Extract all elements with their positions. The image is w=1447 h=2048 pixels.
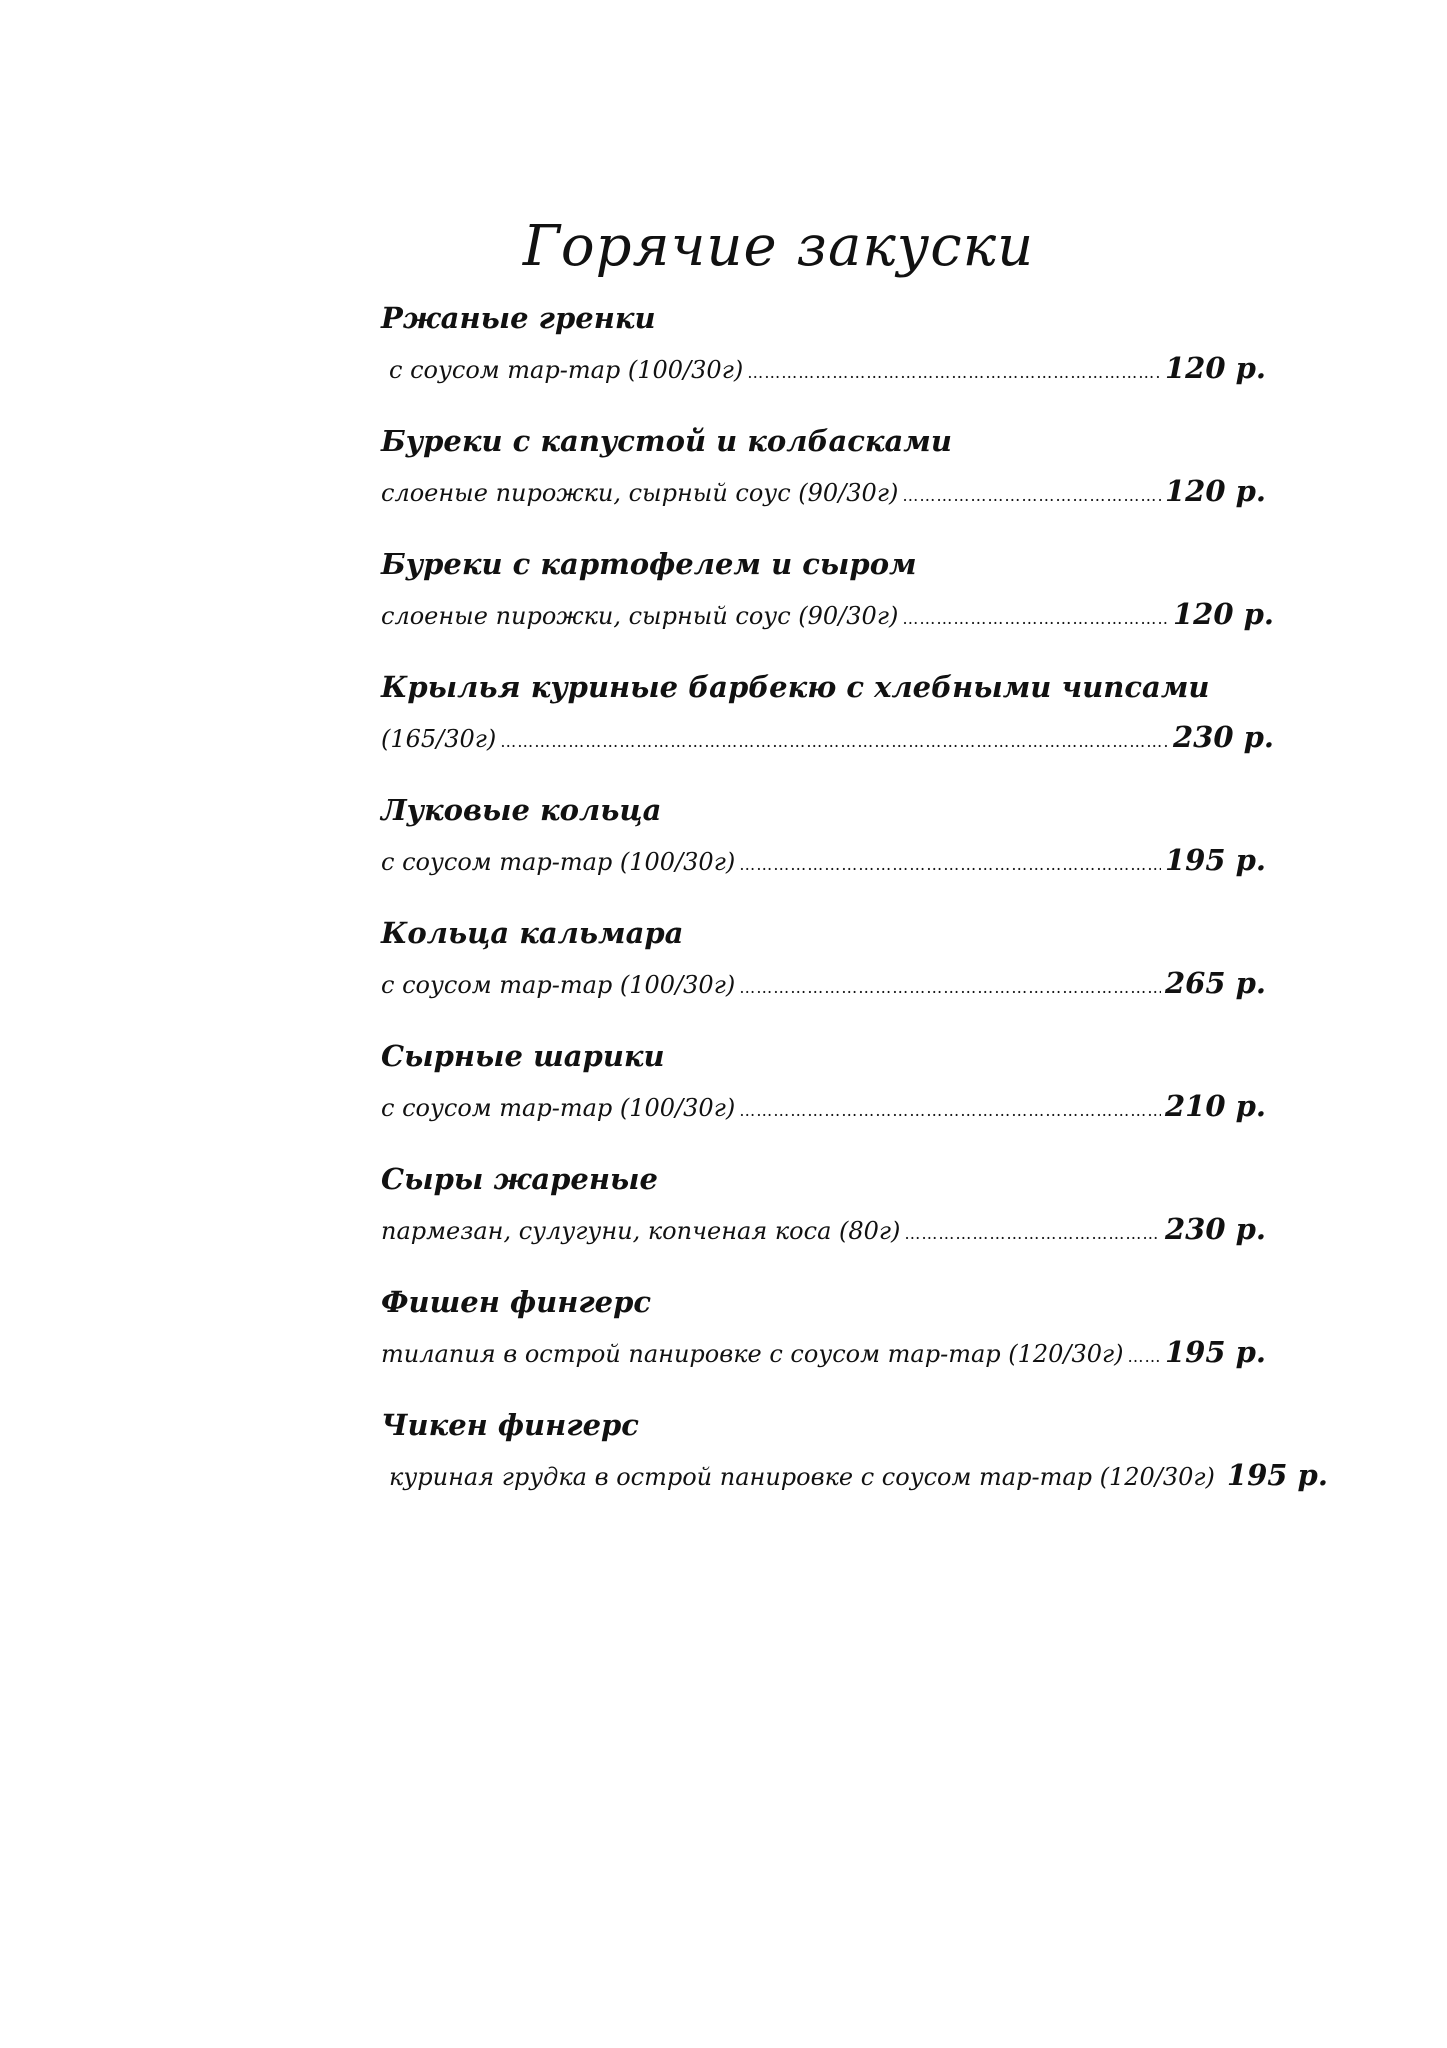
menu-item bbox=[381, 1157, 1271, 1280]
item-line bbox=[381, 961, 1266, 1005]
item-line bbox=[381, 715, 1274, 759]
menu-item bbox=[381, 419, 1271, 542]
item-name: Сырные шарики bbox=[381, 1039, 665, 1073]
menu-item bbox=[381, 788, 1271, 911]
menu-item bbox=[381, 1034, 1271, 1157]
menu-list bbox=[381, 296, 1328, 1526]
item-line bbox=[389, 1453, 1328, 1497]
item-price: 195 р. bbox=[1226, 1458, 1328, 1492]
item-line bbox=[381, 1330, 1266, 1374]
item-name: Ржаные гренки bbox=[381, 301, 656, 335]
menu-item bbox=[381, 296, 1271, 419]
menu-item bbox=[381, 542, 1274, 665]
item-description: слоеные пирожки, сырный соус (90/30г) bbox=[381, 602, 899, 630]
menu-item bbox=[381, 1280, 1271, 1403]
item-name: Чикен фингерс bbox=[381, 1408, 639, 1442]
dot-leader bbox=[1128, 1335, 1161, 1379]
dot-leader bbox=[739, 843, 1161, 887]
item-price: 230 р. bbox=[1164, 1212, 1266, 1246]
menu-item bbox=[381, 1403, 1328, 1526]
dot-leader bbox=[747, 351, 1161, 395]
item-description: (165/30г) bbox=[381, 725, 497, 753]
menu-item bbox=[381, 911, 1271, 1034]
dot-leader bbox=[739, 966, 1161, 1010]
item-name: Сыры жареные bbox=[381, 1162, 658, 1196]
item-line bbox=[389, 346, 1266, 390]
item-description: с соусом тар-тар (100/30г) bbox=[389, 356, 744, 384]
item-line bbox=[381, 1084, 1266, 1128]
item-name: Крылья куриные барбекю с хлебными чипсами bbox=[381, 670, 1210, 704]
item-price: 210 р. bbox=[1164, 1089, 1266, 1123]
item-line bbox=[381, 469, 1266, 513]
dot-leader bbox=[902, 597, 1169, 641]
item-name: Буреки с картофелем и сыром bbox=[381, 547, 917, 581]
dot-leader bbox=[739, 1089, 1161, 1133]
item-name: Кольца кальмара bbox=[381, 916, 684, 950]
menu-item bbox=[381, 665, 1274, 788]
item-line bbox=[381, 592, 1274, 636]
item-name: Буреки с капустой и колбасками bbox=[381, 424, 952, 458]
item-price: 120 р. bbox=[1164, 351, 1266, 385]
item-line bbox=[381, 838, 1266, 882]
item-price: 265 р. bbox=[1164, 966, 1266, 1000]
item-description: пармезан, сулугуни, копченая коса (80г) bbox=[381, 1217, 901, 1245]
dot-leader bbox=[500, 720, 1169, 764]
item-price: 120 р. bbox=[1164, 474, 1266, 508]
item-price: 195 р. bbox=[1164, 843, 1266, 877]
dot-leader bbox=[904, 1212, 1161, 1256]
menu-title: Горячие закуски bbox=[522, 214, 1035, 279]
dot-leader bbox=[902, 474, 1161, 518]
item-price: 195 р. bbox=[1164, 1335, 1266, 1369]
item-description: с соусом тар-тар (100/30г) bbox=[381, 848, 736, 876]
item-name: Луковые кольца bbox=[381, 793, 662, 827]
item-price: 230 р. bbox=[1172, 720, 1274, 754]
item-price: 120 р. bbox=[1172, 597, 1274, 631]
item-name: Фишен фингерс bbox=[381, 1285, 652, 1319]
item-description: с соусом тар-тар (100/30г) bbox=[381, 971, 736, 999]
item-description: куриная грудка в острой панировке с соусом тар-тар (120/30г) bbox=[389, 1463, 1215, 1491]
item-description: тилапия в острой панировке с соусом тар-тар (120/30г) bbox=[381, 1340, 1124, 1368]
item-description: с соусом тар-тар (100/30г) bbox=[381, 1094, 736, 1122]
item-description: слоеные пирожки, сырный соус (90/30г) bbox=[381, 479, 899, 507]
item-line bbox=[381, 1207, 1266, 1251]
